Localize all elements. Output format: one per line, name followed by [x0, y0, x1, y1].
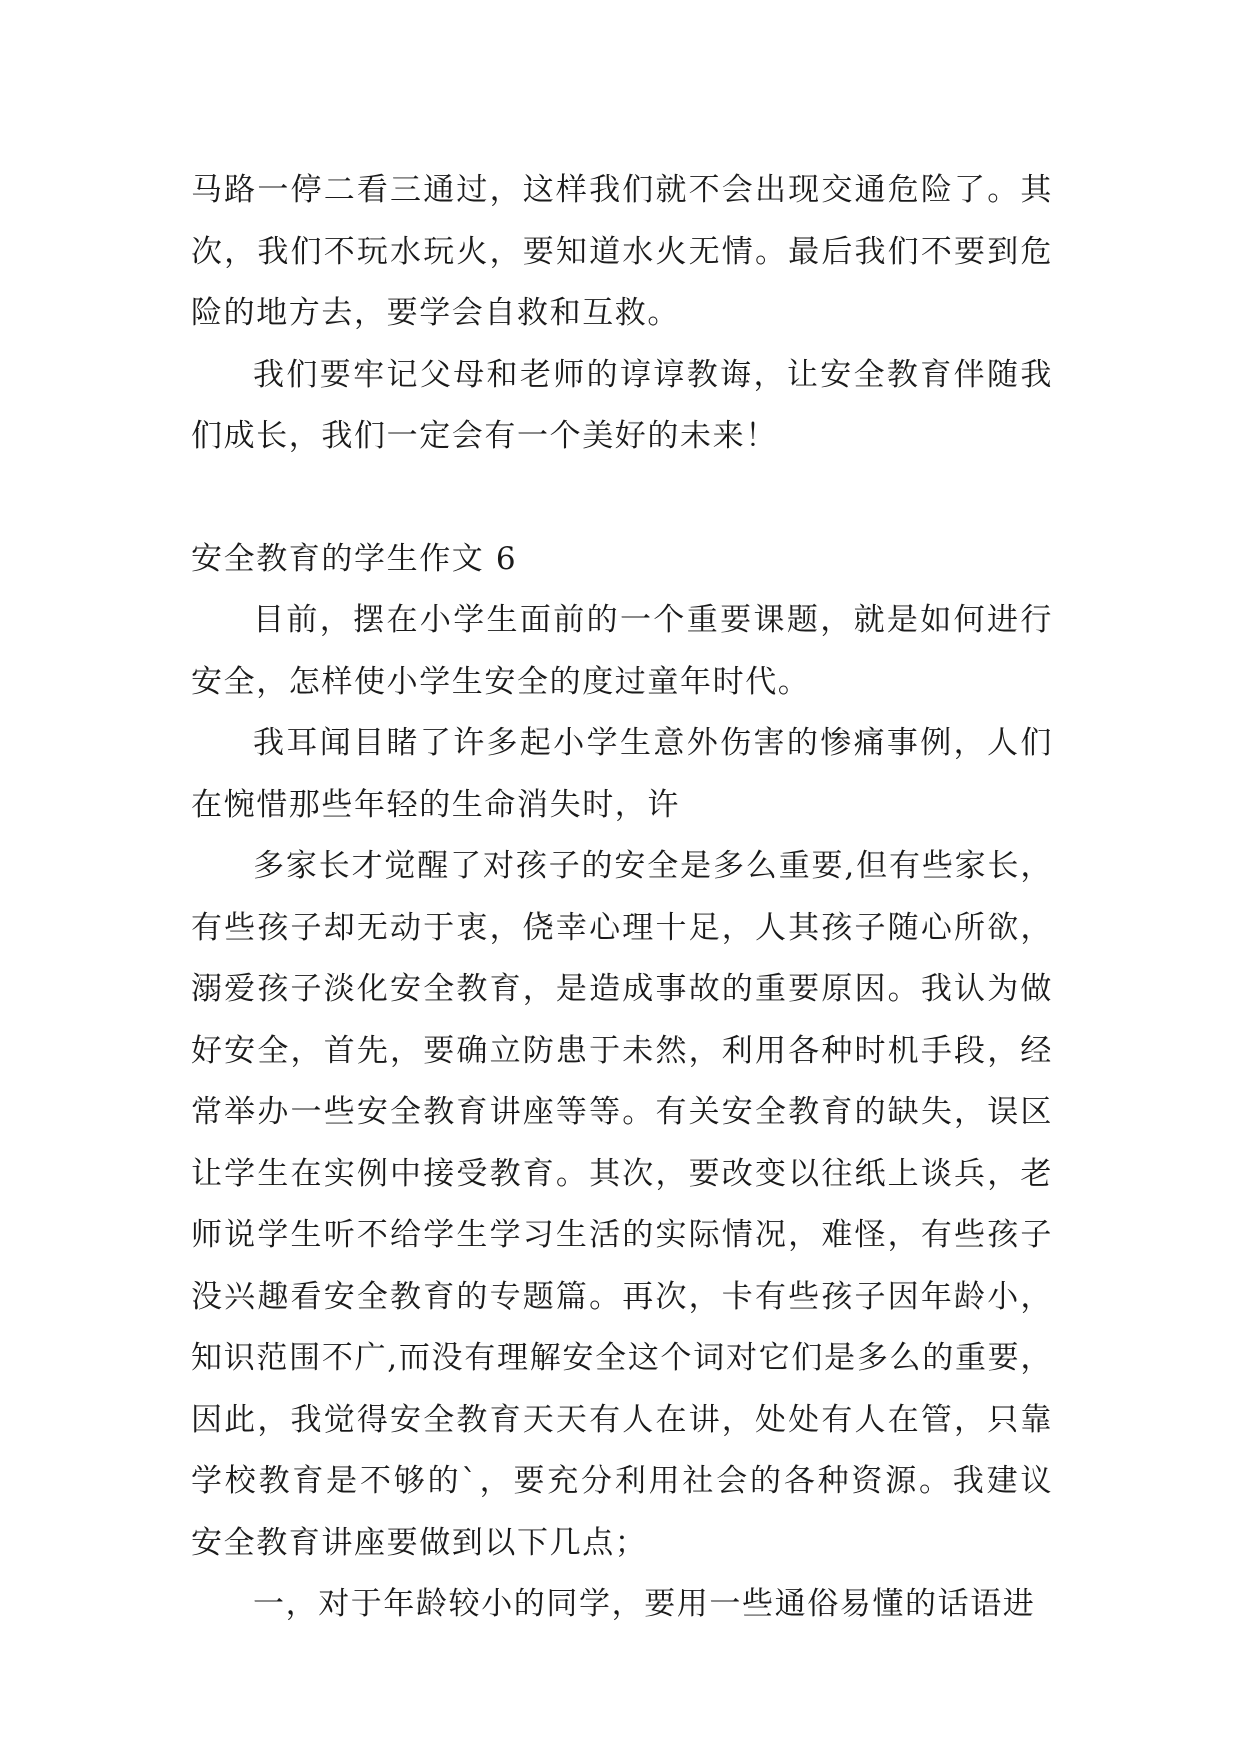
paragraph-4: 我耳闻目睹了许多起小学生意外伤害的惨痛事例，人们在惋惜那些年轻的生命消失时，许 — [191, 725, 1053, 823]
paragraph-1: 马路一停二看三通过，这样我们就不会出现交通危险了。其次，我们不玩水玩火，要知道水火无情。最后我们不要到危险的地方去，要学会自救和互救。 — [191, 172, 1053, 331]
section-heading: 安全教育的学生作文 6 — [191, 540, 518, 577]
document-body — [191, 160, 1053, 1636]
paragraph-5: 多家长才觉醒了对孩子的安全是多么重要,但有些家长，有些孩子却无动于衷，侥幸心理十足，人其孩子随心所欲，溺爱孩子淡化安全教育，是造成事故的重要原因。我认为做好安全，首先，要确立防患于未然，利用各种时机手段，经常举办一些安全教育讲座等等。有关安全教育的缺失，误区让学生在实例中接受教育。其次，要改变以往纸上谈兵，老师说学生听不给学生学习生活的实际情况，难怪，有些孩子没兴趣看安全教育的专题篇。再次，卡有些孩子因年龄小，知识范围不广,而没有理解安全这个词对它们是多么的重要，因此，我觉得安全教育天天有人在讲，处处有人在管，只靠学校教育是不够的`，要充分利用社会的各种资源。我建议安全教育讲座要做到以下几点； — [191, 848, 1053, 1561]
section-gap — [191, 468, 1053, 529]
paragraph-2: 我们要牢记父母和老师的谆谆教诲，让安全教育伴随我们成长，我们一定会有一个美好的未来！ — [191, 356, 1053, 454]
paragraph-3: 目前，摆在小学生面前的一个重要课题，就是如何进行安全，怎样使小学生安全的度过童年时代。 — [191, 602, 1053, 700]
paragraph-6: 一，对于年龄较小的同学，要用一些通俗易懂的话语进 — [253, 1586, 1036, 1622]
